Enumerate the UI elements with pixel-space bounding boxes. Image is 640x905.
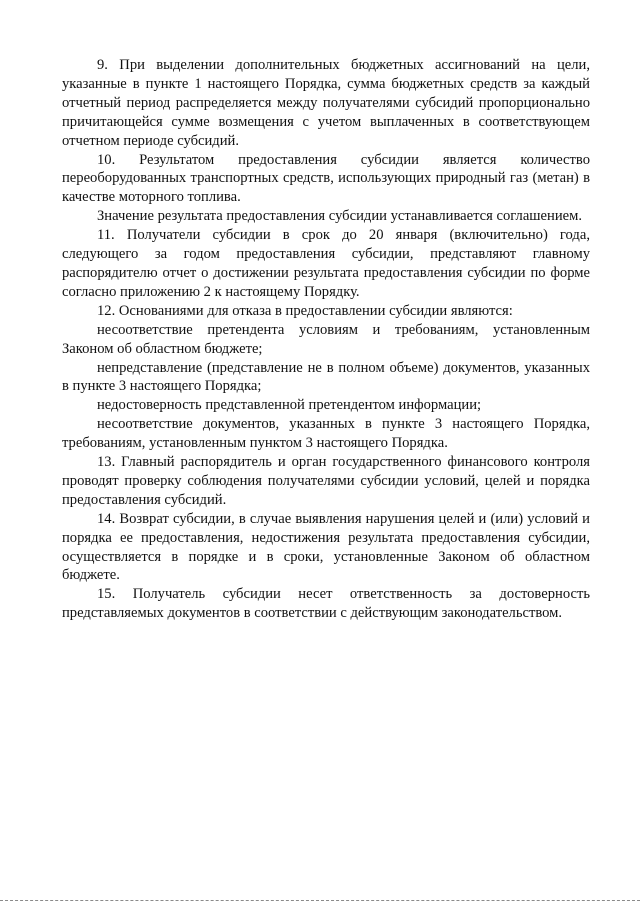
paragraph-9: 9. При выделении дополнительных бюджетных ассигнований на цели, указанные в пункте 1 настоящего Порядка, сумма бюджетных средств за каждый отчетный период распределяется между получателями субсидий пропорционально причитающейся сумме возмещения с учетом выплаченных в соответствующем отчетном периоде субсидий. xyxy=(62,57,590,149)
paragraph-12-item-4: несоответствие документов, указанных в пункте 3 настоящего Порядка, требованиям, установленным пунктом 3 настоящего Порядка. xyxy=(62,416,590,452)
paragraph-10: 10. Результатом предоставления субсидии является количество переоборудованных транспортных средств, использующих природный газ (метан) в качестве моторного топлива. xyxy=(62,151,590,206)
paragraph-10-result-value: Значение результата предоставления субсидии устанавливается соглашением. xyxy=(97,208,582,225)
paragraph-12-item-1: несоответствие претендента условиям и требованиям, установленным Законом об областном бюджете; xyxy=(62,321,590,357)
paragraph-12: 12. Основаниями для отказа в предоставлении субсидии являются: xyxy=(97,302,513,319)
paragraph-12-item-3: недостоверность представленной претендентом информации; xyxy=(97,397,482,414)
paragraph-12-item-2: непредставление (представление не в полном объеме) документов, указанных в пункте 3 настоящего Порядка; xyxy=(62,359,590,395)
paragraph-13: 13. Главный распорядитель и орган государственного финансового контроля проводят проверку соблюдения получателями субсидии условий, целей и порядка предоставления субсидий. xyxy=(62,454,590,508)
paragraph-15: 15. Получатель субсидии несет ответственность за достоверность представляемых документов в соответствии с действующим законодательством. xyxy=(62,586,590,622)
paragraph-11: 11. Получатели субсидии в срок до 20 января (включительно) года, следующего за годом предоставления субсидии, представляют главному распорядителю отчет о достижении результата предоставления субсидии по форме согласно приложению 2 к настоящему Порядку. xyxy=(62,227,590,300)
document-page xyxy=(62,56,590,623)
page-bottom-divider xyxy=(0,900,640,901)
paragraph-14: 14. Возврат субсидии, в случае выявления нарушения целей и (или) условий и порядка ее предоставления, недостижения результата предоставления субсидии, осуществляется в порядке и в сроки, установленные Законом об областном бюджете. xyxy=(62,510,590,584)
